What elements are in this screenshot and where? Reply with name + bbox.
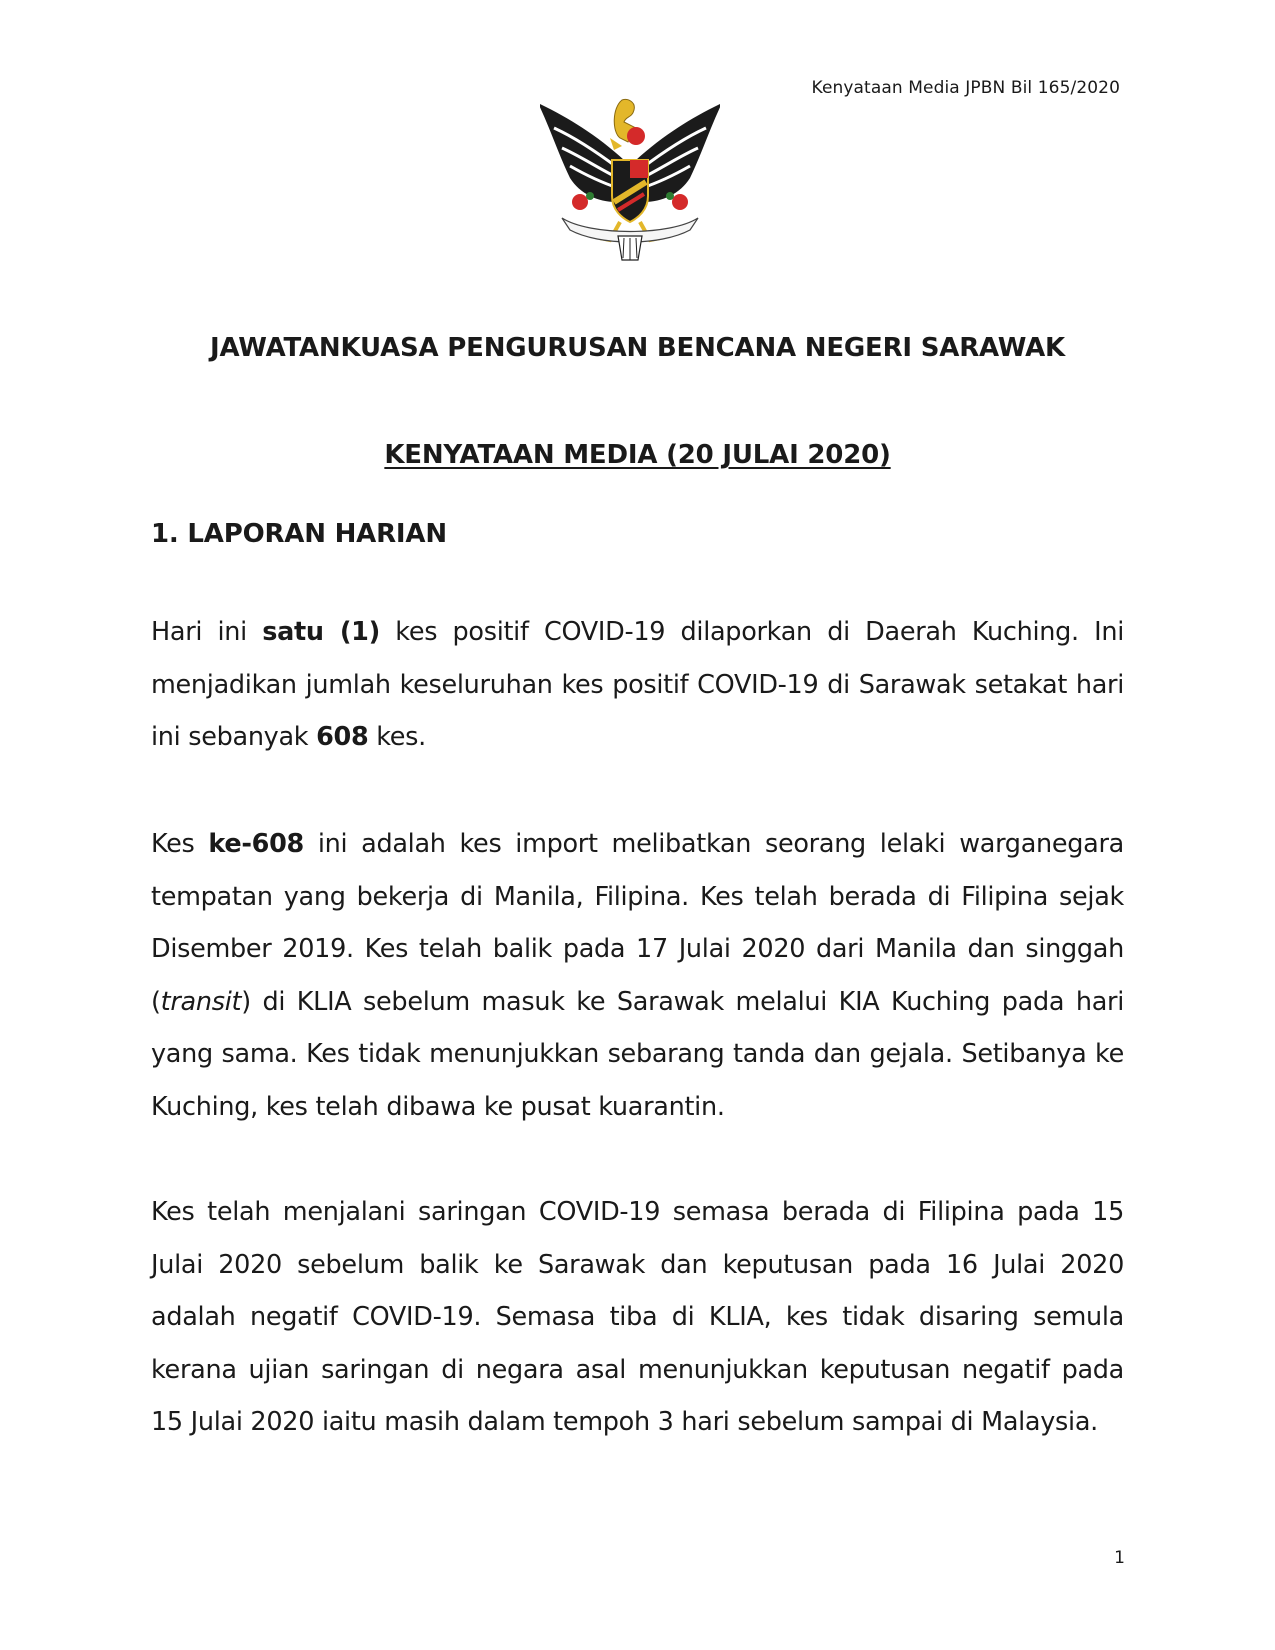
- document-reference: Kenyataan Media JPBN Bil 165/2020: [811, 78, 1120, 98]
- case-count-bold: satu (1): [262, 617, 380, 647]
- paragraph-daily-report: Hari ini satu (1) kes positif COVID-19 dilaporkan di Daerah Kuching. Ini menjadikan jumlah keseluruhan kes positif COVID-19 di Sarawak setakat hari ini sebanyak 608 kes.: [151, 617, 1125, 752]
- section-heading: 1. LAPORAN HARIAN: [151, 519, 447, 549]
- paragraph-case-details: Kes ke-608 ini adalah kes import melibatkan seorang lelaki warganegara tempatan yang bekerja di Manila, Filipina. Kes telah berada di Filipina sejak Disember 2019. Kes telah balik pada 17 Julai 2020 dari Manila dan singgah (transit) di KLIA sebelum masuk ke Sarawak melalui KIA Kuching pada hari yang sama. Kes tidak menunjukkan sebarang tanda dan gejala. Setibanya ke Kuching, kes telah dibawa ke pusat kuarantin.: [151, 829, 1124, 1122]
- paragraph-screening-details: Kes telah menjalani saringan COVID-19 semasa berada di Filipina pada 15 Julai 2020 sebelum balik ke Sarawak dan keputusan pada 16 Julai 2020 adalah negatif COVID-19. Semasa tiba di KLIA, kes tidak disaring semula kerana ujian saringan di negara asal menunjukkan keputusan negatif pada 15 Julai 2020 iaitu masih dalam tempoh 3 hari sebelum sampai di Malaysia.: [151, 1197, 1124, 1437]
- sarawak-coat-of-arms-icon: [540, 98, 720, 278]
- page-number: 1: [1114, 1548, 1125, 1568]
- transit-italic: transit: [160, 986, 242, 1017]
- case-number-bold: ke-608: [208, 829, 304, 859]
- statement-title: KENYATAAN MEDIA (20 JULAI 2020): [384, 440, 891, 470]
- total-cases-bold: 608: [316, 722, 369, 752]
- organization-title: JAWATANKUASA PENGURUSAN BENCANA NEGERI SARAWAK: [210, 333, 1065, 363]
